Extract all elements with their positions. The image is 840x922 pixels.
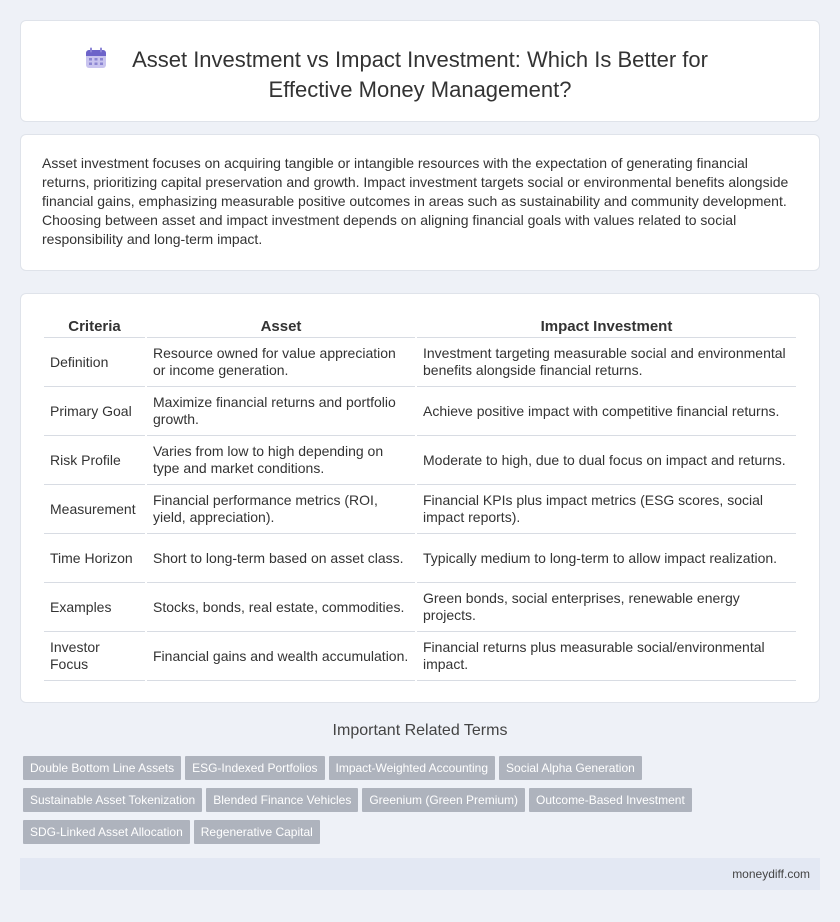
related-term-tag[interactable]: Regenerative Capital (194, 820, 320, 844)
criteria-cell: Time Horizon (44, 534, 145, 583)
related-terms-list (23, 756, 743, 852)
page-title-line-1: Asset Investment vs Impact Investment: Which Is Better for (132, 47, 708, 72)
impact-cell: Achieve positive impact with competitive financial returns. (417, 387, 796, 436)
intro-paragraph: Asset investment focuses on acquiring tangible or intangible resources with the expectation of generating financial returns, prioritizing capital preservation and growth. Impact investment targets social or environmental benefits alongside financial gains, emphasizing measurable positive outcomes in areas such as sustainability and community development. Choosing between asset and impact investment depends on aligning financial goals with values related to social responsibility and long-term impact. (42, 155, 789, 247)
header-asset: Asset (147, 316, 415, 338)
related-terms-heading: Important Related Terms (332, 722, 508, 739)
impact-cell: Moderate to high, due to dual focus on impact and returns. (417, 436, 796, 485)
related-term-tag[interactable]: Outcome-Based Investment (529, 788, 692, 812)
table-row (44, 387, 796, 436)
criteria-cell: Risk Profile (44, 436, 145, 485)
table-row (44, 485, 796, 534)
intro-card (20, 134, 820, 271)
page-title (21, 45, 819, 105)
footer-site-link[interactable]: moneydiff.com (732, 867, 810, 881)
related-term-tag[interactable]: Social Alpha Generation (499, 756, 642, 780)
title-card (20, 20, 820, 122)
footer (20, 858, 820, 890)
criteria-cell: Examples (44, 583, 145, 632)
impact-cell: Financial returns plus measurable social/environmental impact. (417, 632, 796, 681)
related-term-tag[interactable]: Blended Finance Vehicles (206, 788, 358, 812)
related-term-tag[interactable]: Impact-Weighted Accounting (329, 756, 496, 780)
asset-cell: Financial gains and wealth accumulation. (147, 632, 415, 681)
impact-cell: Investment targeting measurable social and environmental benefits alongside financial returns. (417, 338, 796, 387)
table-header-row (44, 316, 796, 338)
table-row (44, 338, 796, 387)
header-impact-investment: Impact Investment (417, 316, 796, 338)
related-term-tag[interactable]: Double Bottom Line Assets (23, 756, 181, 780)
related-term-tag[interactable]: Greenium (Green Premium) (362, 788, 525, 812)
table-row (44, 583, 796, 632)
table-row (44, 436, 796, 485)
asset-cell: Stocks, bonds, real estate, commodities. (147, 583, 415, 632)
impact-cell: Typically medium to long-term to allow impact realization. (417, 534, 796, 583)
related-term-tag[interactable]: Sustainable Asset Tokenization (23, 788, 202, 812)
criteria-cell: Definition (44, 338, 145, 387)
page-title-line-2: Effective Money Management? (268, 77, 572, 102)
table-row (44, 534, 796, 583)
asset-cell: Maximize financial returns and portfolio growth. (147, 387, 415, 436)
related-term-tag[interactable]: ESG-Indexed Portfolios (185, 756, 324, 780)
asset-cell: Varies from low to high depending on type and market conditions. (147, 436, 415, 485)
table-row (44, 632, 796, 681)
criteria-cell: Primary Goal (44, 387, 145, 436)
impact-cell: Financial KPIs plus impact metrics (ESG scores, social impact reports). (417, 485, 796, 534)
asset-cell: Financial performance metrics (ROI, yield, appreciation). (147, 485, 415, 534)
comparison-table-card (20, 293, 820, 703)
criteria-cell: Measurement (44, 485, 145, 534)
asset-cell: Short to long-term based on asset class. (147, 534, 415, 583)
asset-cell: Resource owned for value appreciation or income generation. (147, 338, 415, 387)
criteria-cell: Investor Focus (44, 632, 145, 681)
comparison-table (42, 316, 798, 681)
header-criteria: Criteria (44, 316, 145, 338)
related-term-tag[interactable]: SDG-Linked Asset Allocation (23, 820, 190, 844)
impact-cell: Green bonds, social enterprises, renewable energy projects. (417, 583, 796, 632)
